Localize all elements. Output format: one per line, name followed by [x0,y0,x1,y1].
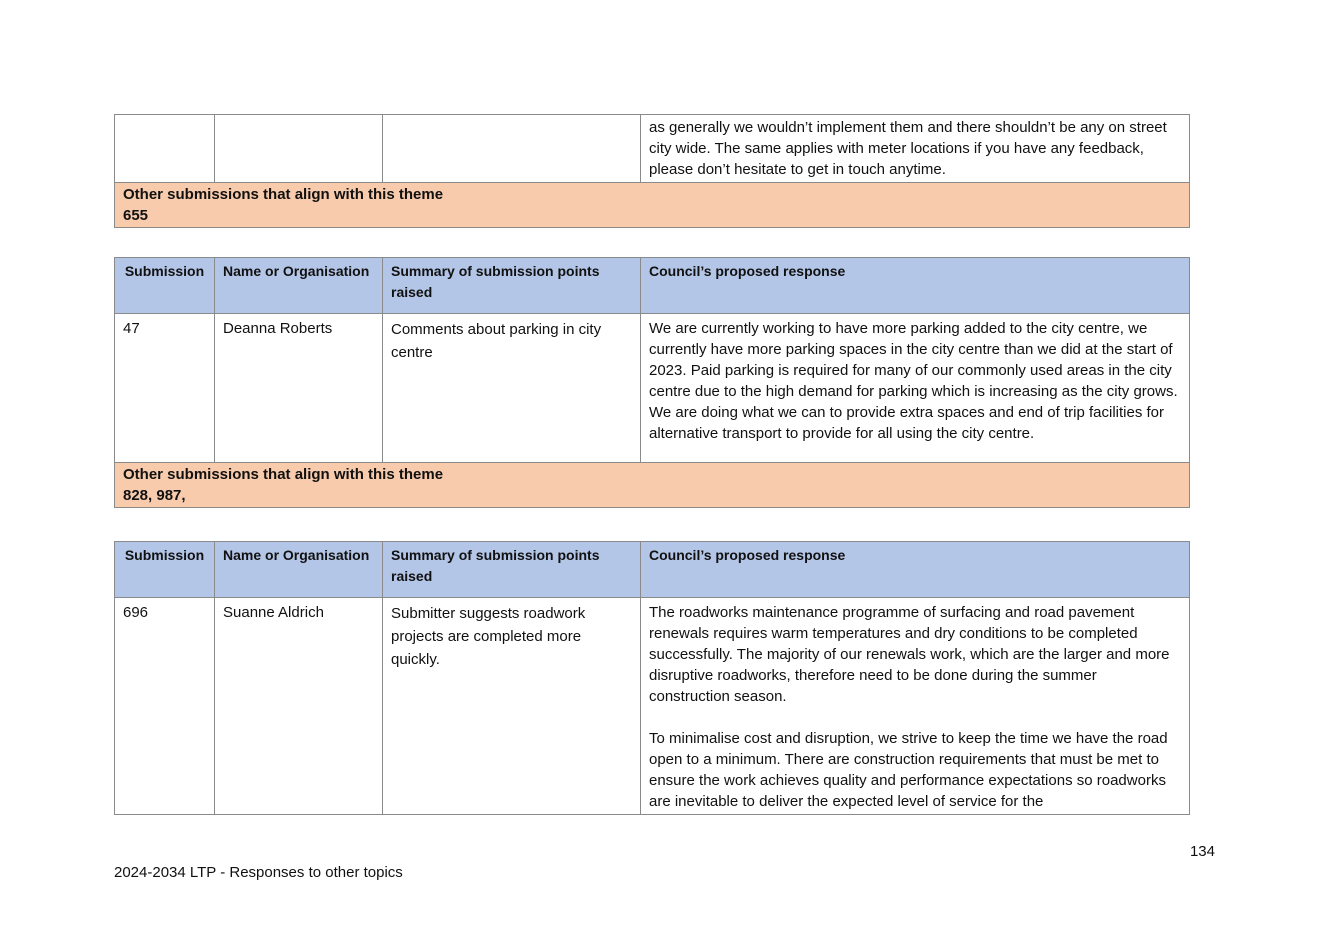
submission-table-continued [114,114,1190,228]
submission-table [114,541,1190,815]
header-row [115,258,1190,314]
summary-cell [383,115,641,183]
table-row [115,314,1190,463]
response-paragraph: The roadworks maintenance programme of surfacing and road pavement renewals requires warm temperatures and dry conditions to be completed successfully. The majority of our renewals work, which are the larger and more disruptive roadworks, therefore need to be done during the summer construction season. [649,604,1170,705]
table-row [115,115,1190,183]
header-submission: Submission [115,542,215,598]
response-cell [641,598,1190,815]
header-submission: Submission [115,258,215,314]
align-cell [115,183,1190,228]
align-row [115,183,1190,228]
header-summary: Summary of submission points raised [383,258,641,314]
align-row [115,463,1190,508]
header-response: Council’s proposed response [641,542,1190,598]
align-label: Other submissions that align with this theme [123,466,444,483]
response-paragraph: To minimalise cost and disruption, we strive to keep the time we have the road open to a minimum. There are construction requirements that must be met to ensure the work achieves quality and performance expectations so roadworks are inevitable to deliver the expected level of service for the [649,730,1168,810]
response-cell: as generally we wouldn’t implement them and there shouldn’t be any on street city wide. The same applies with meter locations if you have any feedback, please don’t hesitate to get in touch anytime. [641,115,1190,183]
submission-cell: 696 [115,598,215,815]
submission-cell [115,115,215,183]
table-row [115,598,1190,815]
submission-cell: 47 [115,314,215,463]
header-name: Name or Organisation [215,258,383,314]
response-cell: We are currently working to have more parking added to the city centre, we currently have more parking spaces in the city centre than we did at the start of 2023. Paid parking is required for many of our commonly used areas in the city centre due to the high demand for parking which is increasing as the city grows. We are doing what we can to provide extra spaces and end of trip facilities for alternative transport to provide for all using the city centre. [641,314,1190,463]
align-cell [115,463,1190,508]
name-cell: Deanna Roberts [215,314,383,463]
summary-cell: Submitter suggests roadwork projects are completed more quickly. [383,598,641,815]
submission-table [114,257,1190,508]
footer-text: 2024-2034 LTP - Responses to other topics [114,864,403,881]
align-numbers: 655 [123,207,149,224]
name-cell: Suanne Aldrich [215,598,383,815]
summary-cell: Comments about parking in city centre [383,314,641,463]
header-summary: Summary of submission points raised [383,542,641,598]
header-row [115,542,1190,598]
name-cell [215,115,383,183]
align-label: Other submissions that align with this theme [123,186,444,203]
header-name: Name or Organisation [215,542,383,598]
align-numbers: 828, 987, [123,487,186,504]
header-response: Council’s proposed response [641,258,1190,314]
page-number: 134 [1189,843,1215,860]
